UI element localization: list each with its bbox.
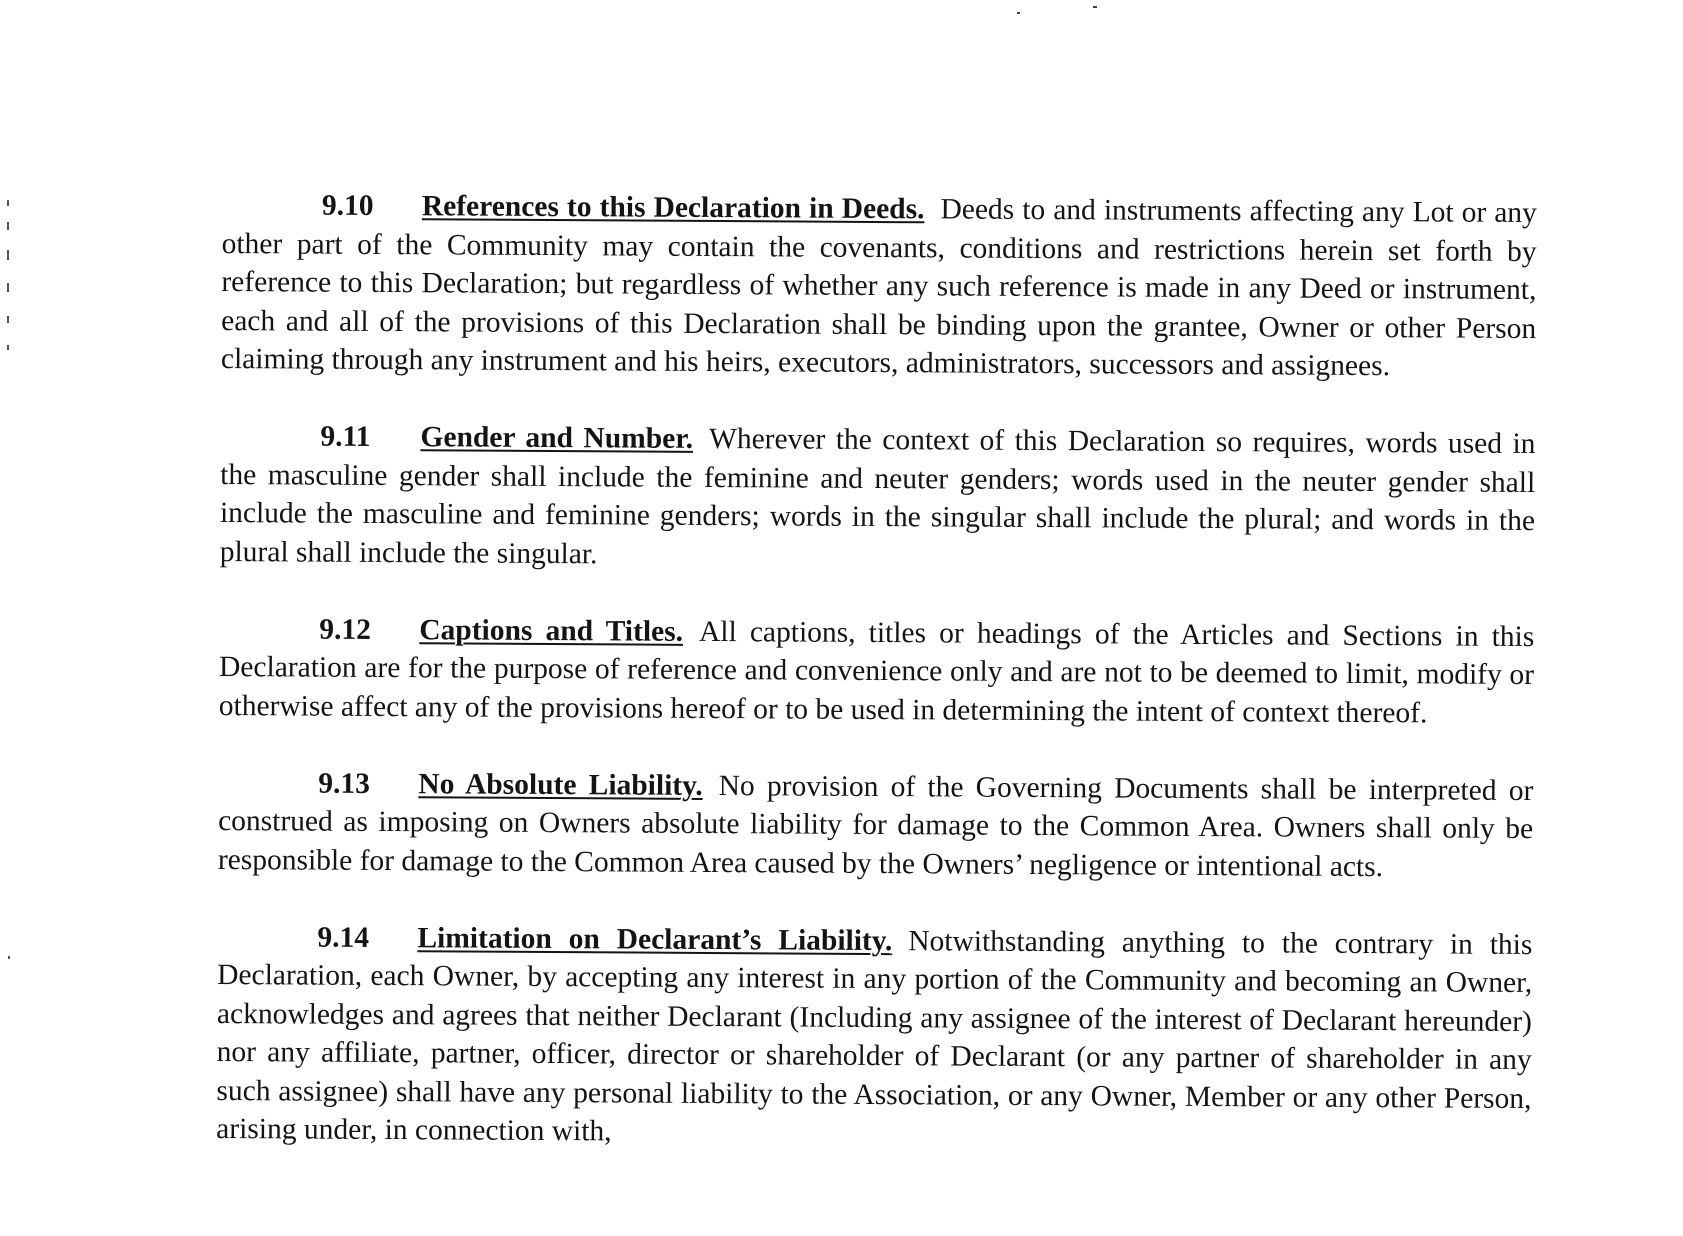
section-heading: Limitation on Declarant’s Liability.: [417, 921, 893, 957]
section-body: Deeds to and instruments affecting any Lot or any other part of the Community may contain the covenants, conditions and restrictions herein set forth by reference to this Declaration; but regardless of whether any such reference is made in any Deed or instrument, each and all of the provisions of this Declaration shall be binding upon the grantee, Owner or other Person claiming through any instrument and his heirs, executors, administrators, successors and assignees.: [220, 193, 1537, 383]
margin-mark: [7, 222, 9, 230]
section-9-12: [219, 609, 1535, 733]
section-9-13: [218, 763, 1534, 887]
declaration-text: [216, 186, 1537, 1195]
margin-mark: [7, 250, 9, 260]
section-body: Notwithstanding anything to the contrary in this Declaration, each Owner, by accepting any interest in any portion of the Community and becoming an Owner, acknowledges and agrees that neither Declarant (Including any assignee of the interest of Declarant hereunder) nor any affiliate, partner, officer, director or shareholder of Declarant (or any partner of shareholder in any such assignee) shall have any personal liability to the Association, or any Owner, Member or any other Person, arising under, in connection with,: [216, 924, 1533, 1148]
section-heading: Captions and Titles.: [419, 613, 684, 648]
section-body: No provision of the Governing Documents shall be interpreted or construed as imposing on Owners absolute liability for damage to the Common Area. Owners shall only be responsible for damage to the Common Area caused by the Owners’ negligence or intentional acts.: [217, 769, 1534, 883]
section-heading: No Absolute Liability.: [418, 767, 703, 802]
scan-speck: [1093, 6, 1097, 8]
margin-mark: [8, 956, 10, 959]
section-number: 9.13: [318, 767, 371, 800]
margin-mark: [7, 200, 9, 206]
section-number: 9.14: [317, 921, 370, 954]
section-9-14: [216, 917, 1532, 1156]
scan-speck: [1017, 12, 1020, 14]
section-body: All captions, titles or headings of the Articles and Sections in this Declaration are for the purpose of reference and convenience only and are not to be deemed to limit, modify or otherwise affect any of the provisions hereof or to be used in determining the intent of context thereof.: [218, 615, 1535, 729]
section-body: Wherever the context of this Declaration so requires, words used in the masculine gender shall include the feminine and neuter genders; words used in the neuter gender shall include the masculine and feminine genders; words in the singular shall include the plural; and words in the plural shall include the singular.: [219, 422, 1536, 570]
section-number: 9.12: [319, 613, 372, 646]
section-heading: Gender and Number.: [420, 421, 694, 455]
section-9-10: [221, 186, 1537, 387]
section-9-11: [220, 417, 1536, 579]
section-number: 9.10: [321, 189, 374, 222]
margin-mark: [7, 283, 9, 292]
section-heading: References to this Declaration in Deeds.: [421, 190, 925, 226]
margin-mark: [7, 345, 9, 350]
section-number: 9.11: [320, 420, 371, 453]
margin-mark: [7, 316, 9, 323]
